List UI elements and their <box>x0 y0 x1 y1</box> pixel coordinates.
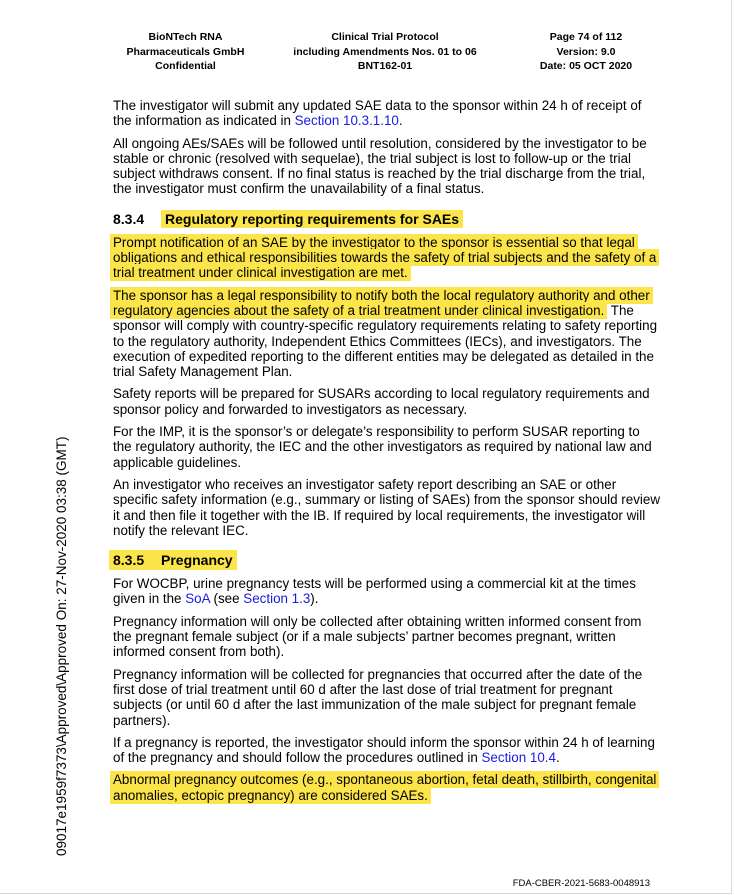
header-middle <box>285 30 485 74</box>
paragraph: Pregnancy information will only be collected after obtaining written informed consent from the pregnant female subject (or if a male subjects’ partner becomes pregnant, written informed consent from both). <box>113 613 642 660</box>
document-body <box>113 98 661 810</box>
header-page-number: Page 74 of 112 <box>549 31 623 43</box>
section-link[interactable]: Section 1.3 <box>243 591 311 607</box>
paragraph: An investigator who receives an investigator safety report describing an SAE or other specific safety information (e.g., summary or listing of SAEs) from the sponsor should review it and then file it together with the IB. If required by local requirements, the investigator will notify the relevant IEC. <box>113 476 660 538</box>
paragraph: All ongoing AEs/SAEs will be followed until resolution, considered by the investigator to be stable or chronic (resolved with sequelae), the trial subject is lost to follow-up or the trial subject withdraws consent. If no final status is reached by the trial discharge from the trial, the investigator must confirm the unavailability of a final status. <box>113 135 647 197</box>
header-trial-id: BNT162-01 <box>357 60 413 72</box>
paragraph: For WOCBP, urine pregnancy tests will be performed using a commercial kit at the times given in the SoA (see Section 1.3). <box>113 576 636 607</box>
paragraph: The sponsor has a legal responsibility to notify both the local regulatory authority and other regulatory agencies about the safety of a trial treatment under clinical investigation. The sponsor will comply with country-specific regulatory requirements relating to safety reporting to the regulatory authority, Independent Ethics Committees (IECs), and investigators. The execution of expedited reporting to the different entities may be delegated as detailed in the trial Safety Management Plan. <box>113 288 661 380</box>
header-right <box>522 30 650 74</box>
header-company: BioNTech RNA <box>148 31 223 43</box>
highlighted-paragraph: Prompt notification of an SAE by the investigator to the sponsor is essential so that legal obligations and ethical responsibilities towards the safety of trial subjects and the safety of a trial treatment under clinical investigation are met. <box>113 235 661 281</box>
header-left <box>118 30 253 74</box>
section-heading-8-3-4: 8.3.4 Regulatory reporting requirements for SAEs <box>113 211 661 228</box>
header-doc-title: Clinical Trial Protocol <box>331 31 439 43</box>
paragraph: The investigator will submit any updated SAE data to the sponsor within 24 h of receipt of the information as indicated in Section 10.3.1.10. <box>113 98 642 129</box>
footer-doc-id: FDA-CBER-2021-5683-0048913 <box>512 878 650 889</box>
approval-stamp: 09017e1959f7373\Approved\Approved On: 27-Nov-2020 03:38 (GMT) <box>54 436 69 856</box>
header-company-2: Pharmaceuticals GmbH <box>126 45 245 58</box>
section-link[interactable]: Section 10.3.1.10 <box>294 113 399 129</box>
paragraph: If a pregnancy is reported, the investigator should inform the sponsor within 24 h of learning of the pregnancy and should follow the procedures outlined in Section 10.4. <box>113 734 655 766</box>
section-link[interactable]: Section 10.4 <box>481 750 556 766</box>
header-doc-subtitle: including Amendments Nos. 01 to 06 <box>293 45 477 58</box>
header-version: Version: 9.0 <box>556 45 616 58</box>
paragraph: For the IMP, it is the sponsor’s or delegate’s responsibility to perform SUSAR reporting to the regulatory authority, the IEC and the other investigators as required by national law and applicable guidelines. <box>113 424 652 470</box>
paragraph: Pregnancy information will be collected for pregnancies that occurred after the date of the first dose of trial treatment until 60 d after the last dose of trial treatment for pregnant subjects (or until 60 d after the last immunization of the male subject for pregnant female partners). <box>113 666 643 728</box>
header-confidential: Confidential <box>155 60 216 72</box>
highlighted-paragraph: Abnormal pregnancy outcomes (e.g., spontaneous abortion, fetal death, stillbirth, congenital anomalies, ectopic pregnancy) are considered SAEs. <box>113 772 661 803</box>
section-heading-8-3-5: 8.3.5 Pregnancy <box>113 552 661 569</box>
soa-link[interactable]: SoA <box>185 591 210 607</box>
paragraph: Safety reports will be prepared for SUSARs according to local regulatory requirements and sponsor policy and forwarded to investigators as necessary. <box>113 386 650 417</box>
header-date: Date: 05 OCT 2020 <box>539 60 633 72</box>
